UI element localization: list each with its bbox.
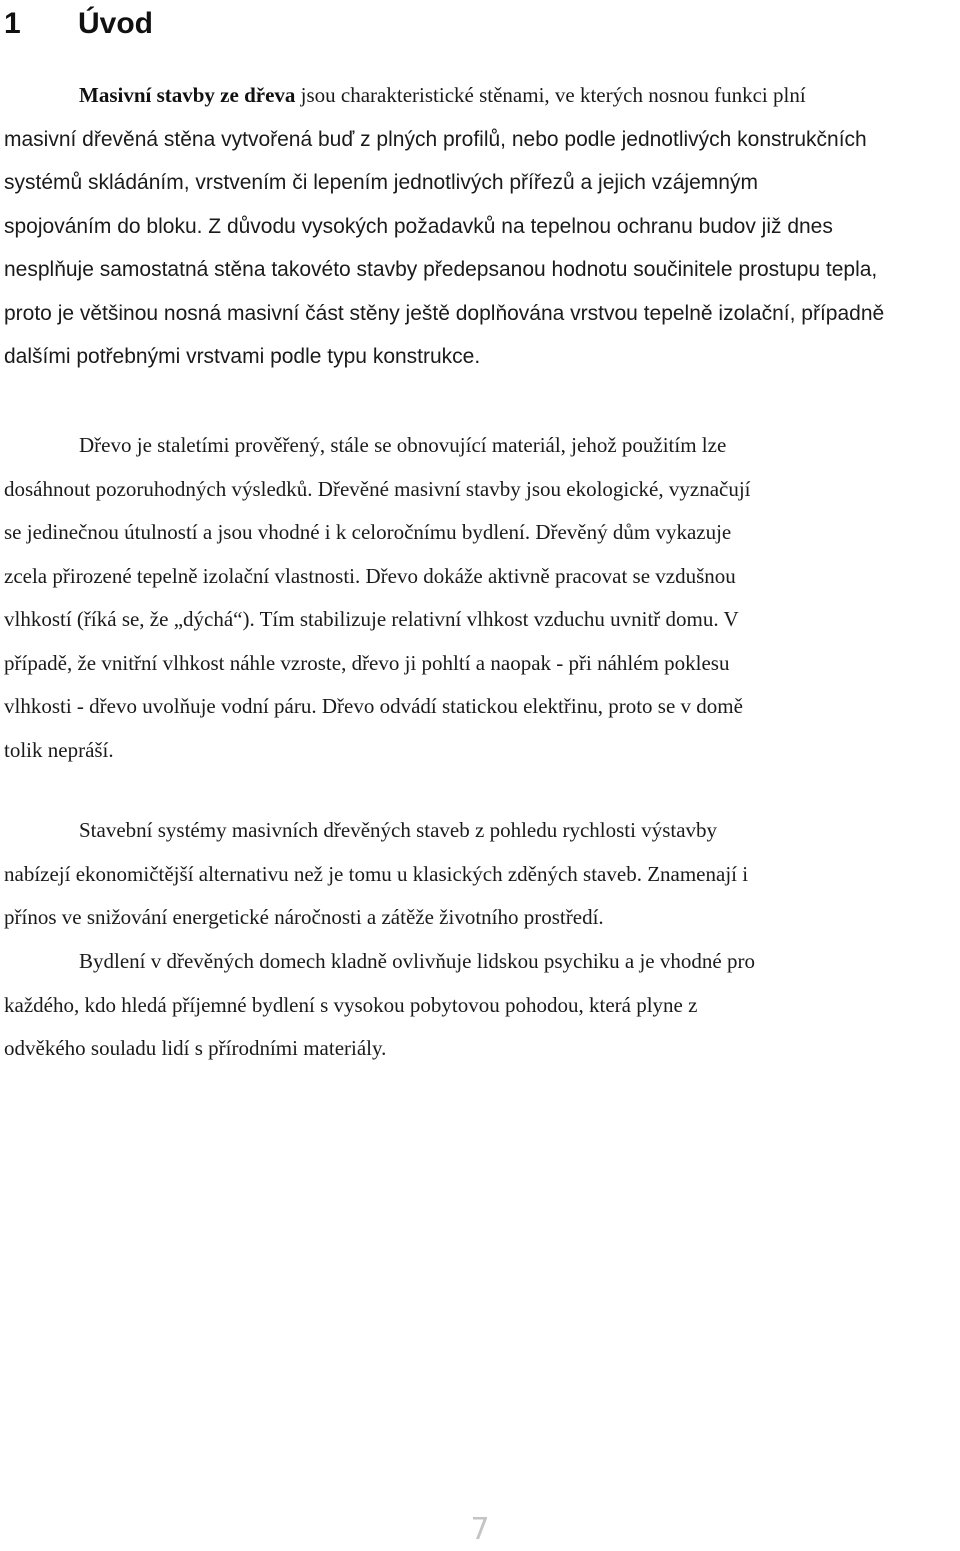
paragraph-line: každého, kdo hledá příjemné bydlení s vysokou pobytovou pohodou, která plyne z [4, 992, 698, 1017]
paragraph-line: masivní dřevěná stěna vytvořená buď z plných profilů, nebo podle jednotlivých konstrukčních [4, 127, 867, 151]
paragraph-intro [4, 74, 956, 379]
paragraph-line: se jedinečnou útulností a jsou vhodné i k celoročnímu bydlení. Dřevěný dům vykazuje [4, 520, 732, 544]
paragraph-line: Stavební systémy masivních dřevěných staveb z pohledu rychlosti výstavby [79, 818, 718, 842]
paragraph-line: nesplňuje samostatná stěna takovéto stavby předepsanou hodnotu součinitele prostupu tepla, [4, 258, 878, 281]
paragraph-line: Dřevo je staletími prověřený, stále se obnovující materiál, jehož použitím lze [79, 433, 727, 457]
paragraph-building-systems [4, 809, 956, 940]
paragraph-line: případě, že vnitřní vlhkost náhle vzroste, dřevo ji pohltí a naopak - při náhlém poklesu [4, 650, 730, 675]
section-title: Úvod [78, 7, 153, 40]
section-heading [4, 2, 153, 46]
paragraph-line: spojováním do bloku. Z důvodu vysokých požadavků na tepelnou ochranu budov již dnes [4, 214, 833, 238]
paragraph-line: Bydlení v dřevěných domech kladně ovlivňuje lidskou psychiku a je vhodné pro [79, 949, 755, 973]
paragraph-line: dalšími potřebnými vrstvami podle typu konstrukce. [4, 345, 481, 368]
bold-term: Masivní stavby ze dřeva [79, 83, 296, 107]
section-number: 1 [4, 7, 21, 40]
paragraph-line: Masivní stavby ze dřeva jsou charakteristické stěnami, ve kterých nosnou funkci plní [79, 83, 806, 107]
page-number: 7 [470, 1512, 490, 1547]
paragraph-line: vlhkostí (říká se, že „dýchá“). Tím stabilizuje relativní vlhkost vzduchu uvnitř domu. V [4, 607, 739, 631]
paragraph-line: odvěkého souladu lidí s přírodními materiály. [4, 1036, 387, 1060]
paragraph-line: tolik nepráší. [4, 737, 114, 762]
paragraph-line: dosáhnout pozoruhodných výsledků. Dřevěné masivní stavby jsou ekologické, vyznačují [4, 476, 751, 501]
paragraph-line: systémů skládáním, vrstvením či lepením jednotlivých přířezů a jejich vzájemným [4, 171, 758, 194]
paragraph-line: zcela přirozené tepelně izolační vlastnosti. Dřevo dokáže aktivně pracovat se vzdušnou [4, 563, 736, 588]
paragraph-line: proto je většinou nosná masivní část stěny ještě doplňována vrstvou tepelně izolační, případně [4, 301, 885, 325]
paragraph-living [4, 940, 956, 1071]
paragraph-wood-properties [4, 424, 956, 772]
paragraph-line: nabízejí ekonomičtější alternativu než je tomu u klasických zděných staveb. Znamenají i [4, 861, 749, 886]
paragraph-line: vlhkosti - dřevo uvolňuje vodní páru. Dřevo odvádí statickou elektřinu, proto se v domě [4, 694, 743, 718]
paragraph-line: přínos ve snižování energetické náročnosti a zátěže životního prostředí. [4, 905, 604, 929]
